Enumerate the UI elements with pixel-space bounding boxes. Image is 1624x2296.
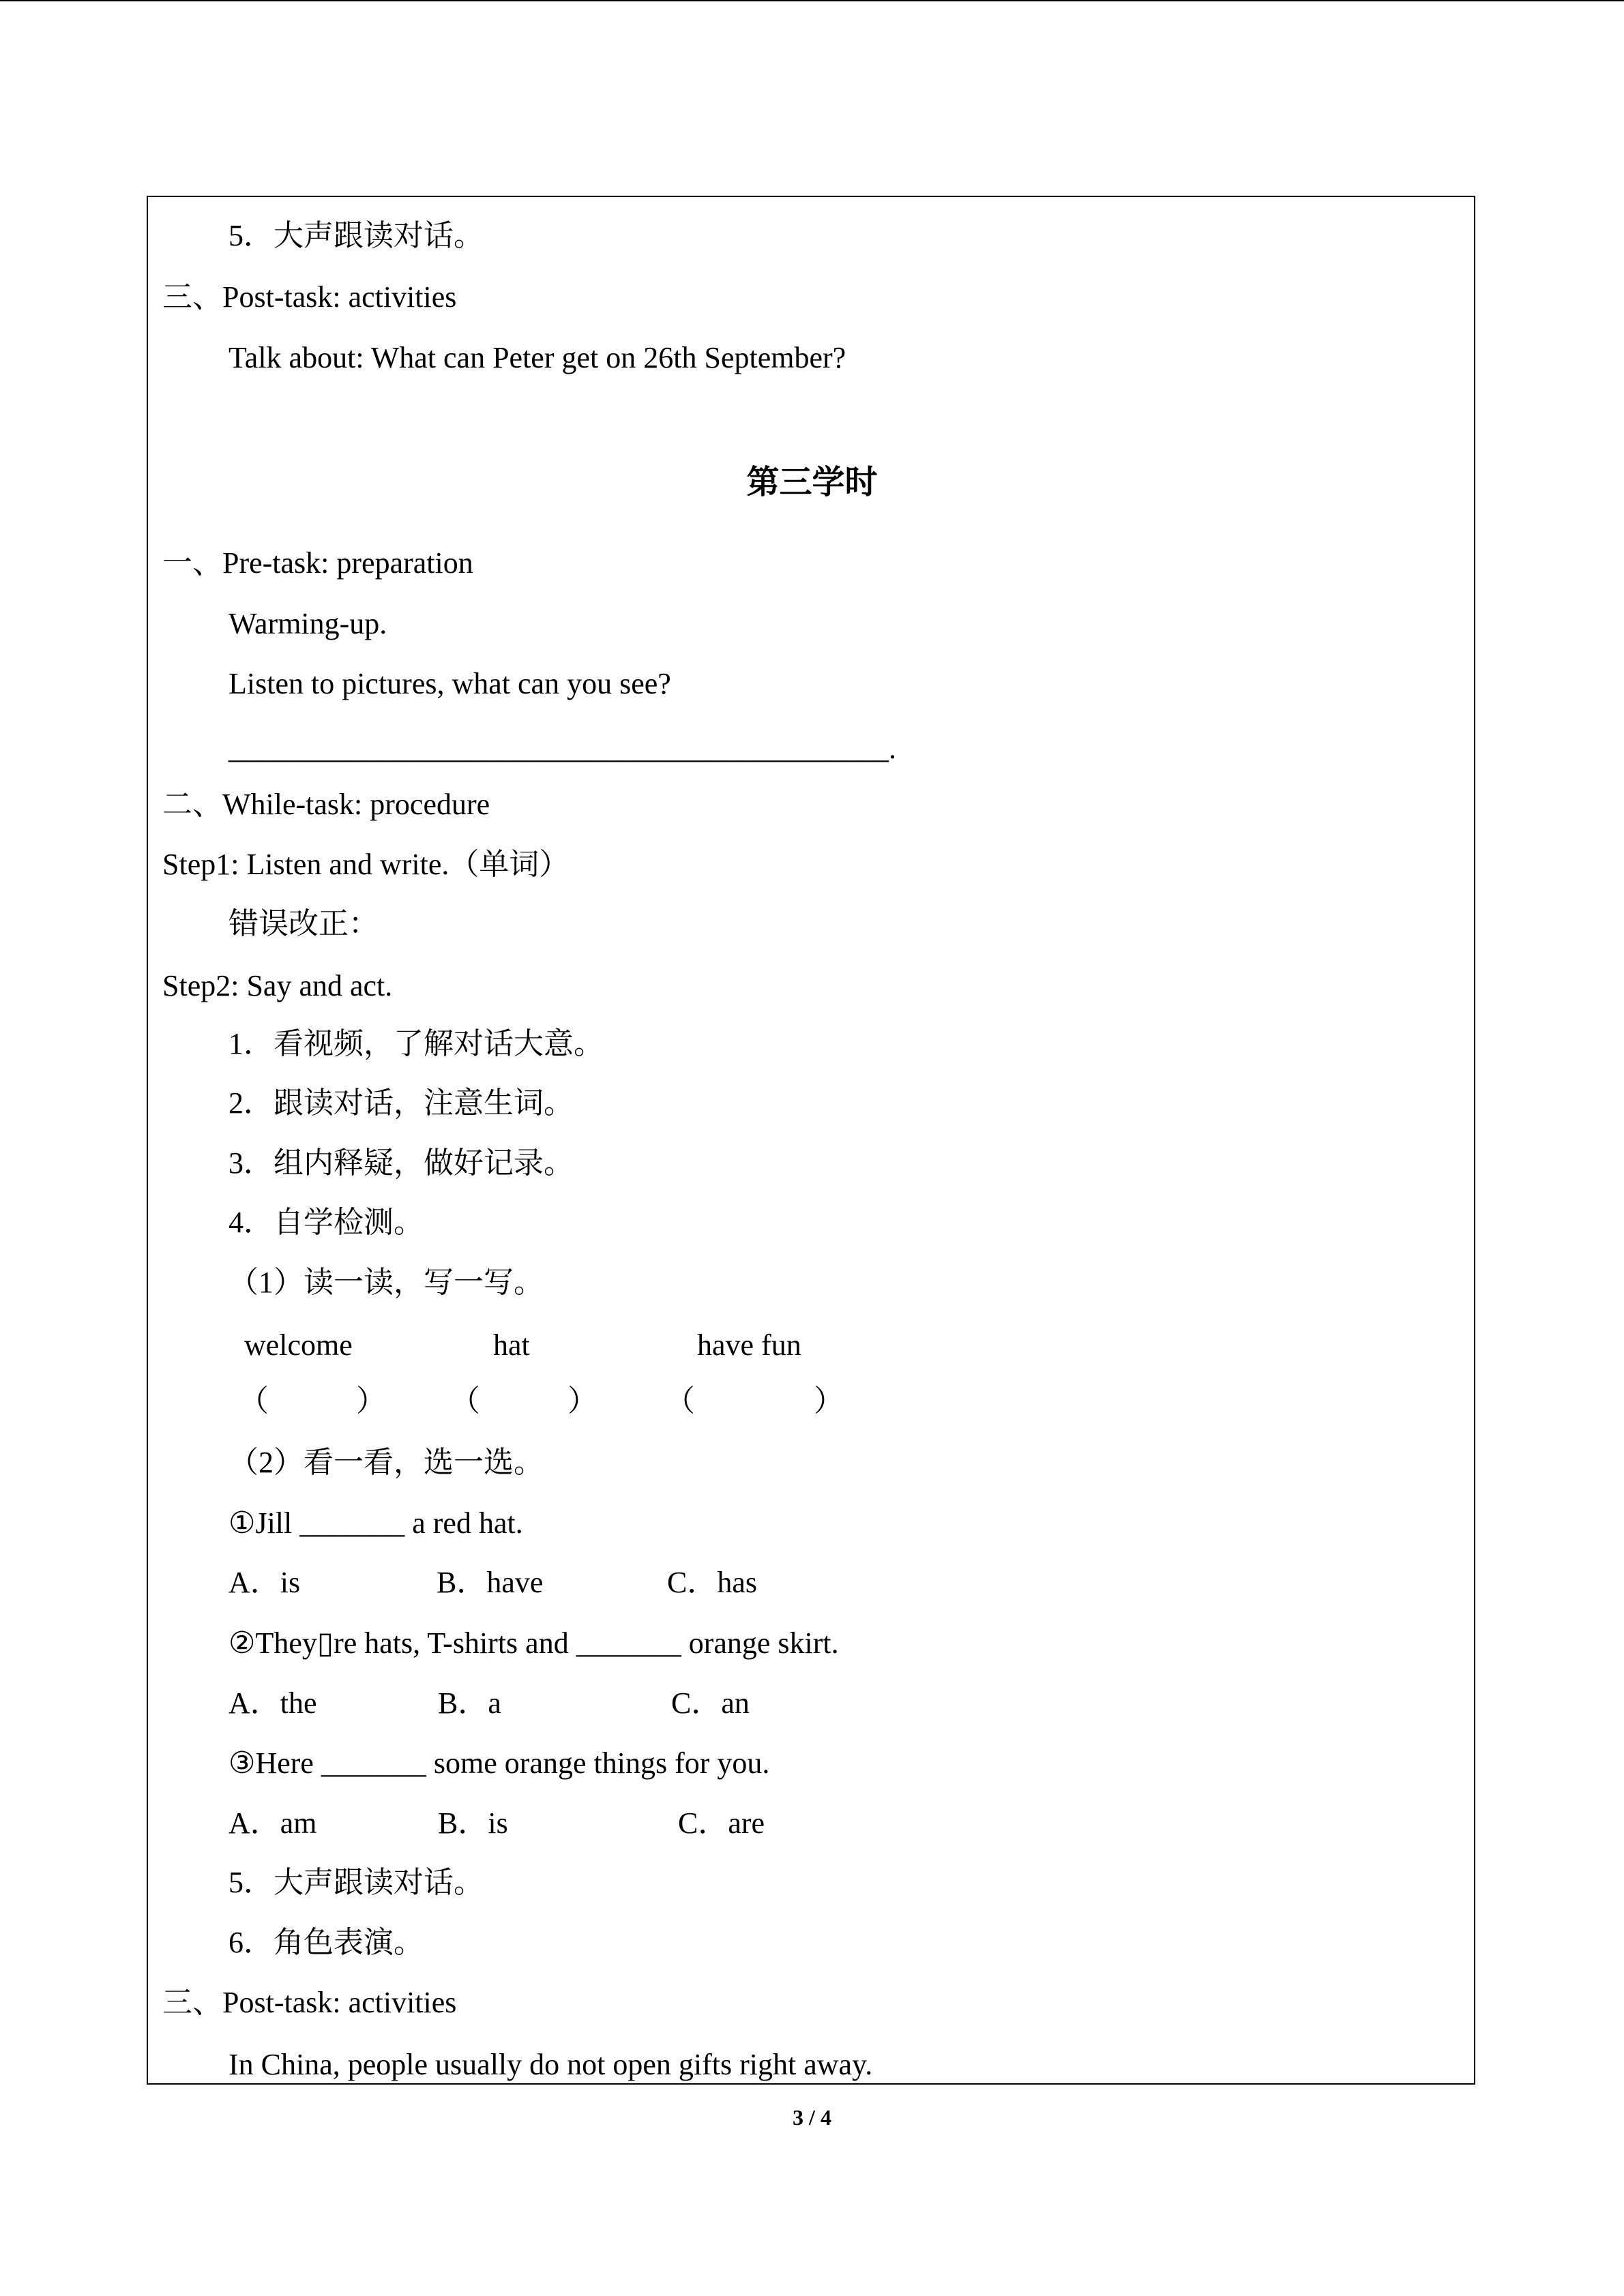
lesson3-item6: 6．角色表演。 [228, 1926, 424, 1959]
q2-option-b: B．a [438, 1686, 501, 1720]
q1-option-a: A．is [228, 1566, 301, 1599]
lesson3-heading: 第三学时 [746, 463, 878, 501]
lesson2-item5: 5．大声跟读对话。 [228, 219, 484, 252]
q1-option-c: C．has [667, 1566, 757, 1599]
paren-close: ） [567, 1384, 597, 1418]
listen-pictures: Listen to pictures, what can you see? [228, 667, 671, 700]
question-3: ③Here _______ some orange things for you. [228, 1746, 770, 1780]
q3-option-a: A．am [228, 1806, 317, 1840]
question-2: ②They▯re hats, T-shirts and _______ orange skirt. [228, 1626, 839, 1660]
word-hat: hat [493, 1328, 530, 1362]
q2-option-c: C．an [671, 1686, 750, 1720]
warming-up: Warming-up. [228, 607, 387, 640]
lesson3-item5: 5．大声跟读对话。 [228, 1866, 484, 1899]
paren-open: （ [450, 1384, 480, 1418]
q3-option-c: C．are [678, 1806, 765, 1840]
page-top-edge [0, 0, 1624, 1]
lesson2-post-task-text: Talk about: What can Peter get on 26th September? [228, 341, 846, 374]
lesson2-post-task-title: 三、Post-task: activities [162, 280, 457, 314]
q1-option-b: B．have [437, 1566, 544, 1599]
q2-option-a: A．the [228, 1686, 317, 1720]
q3-option-b: B．is [438, 1806, 508, 1840]
word-welcome: welcome [244, 1328, 353, 1362]
step1: Step1: Listen and write.（单词） [162, 848, 570, 881]
list-item: 2．跟读对话，注意生词。 [228, 1086, 574, 1120]
lesson3-post-task-title: 三、Post-task: activities [162, 1986, 457, 2019]
while-task-title: 二、While-task: procedure [162, 788, 490, 821]
step2: Step2: Say and act. [162, 969, 393, 1002]
paren-open: （ [239, 1384, 269, 1418]
question-1: ①Jill _______ a red hat. [228, 1506, 523, 1540]
word-have-fun: have fun [697, 1328, 801, 1362]
paren-open: （ [665, 1384, 695, 1418]
list-item: 1．看视频，了解对话大意。 [228, 1027, 604, 1060]
paren-close: ） [814, 1384, 844, 1418]
sub-exercise-2: （2）看一看，选一选。 [228, 1446, 544, 1479]
list-item: 3．组内释疑，做好记录。 [228, 1146, 574, 1180]
page-number: 3 / 4 [793, 2105, 831, 2130]
paren-close: ） [356, 1384, 386, 1418]
error-correction: 错误改正： [228, 907, 379, 940]
answer-blank: ____________________________________________. [228, 732, 896, 765]
sub-exercise-1: （1）读一读，写一写。 [228, 1266, 544, 1299]
list-item: 4．自学检测。 [228, 1206, 424, 1239]
pre-task-title: 一、Pre-task: preparation [162, 546, 473, 580]
lesson3-post-task-text: In China, people usually do not open gifts right away. [228, 2048, 873, 2081]
